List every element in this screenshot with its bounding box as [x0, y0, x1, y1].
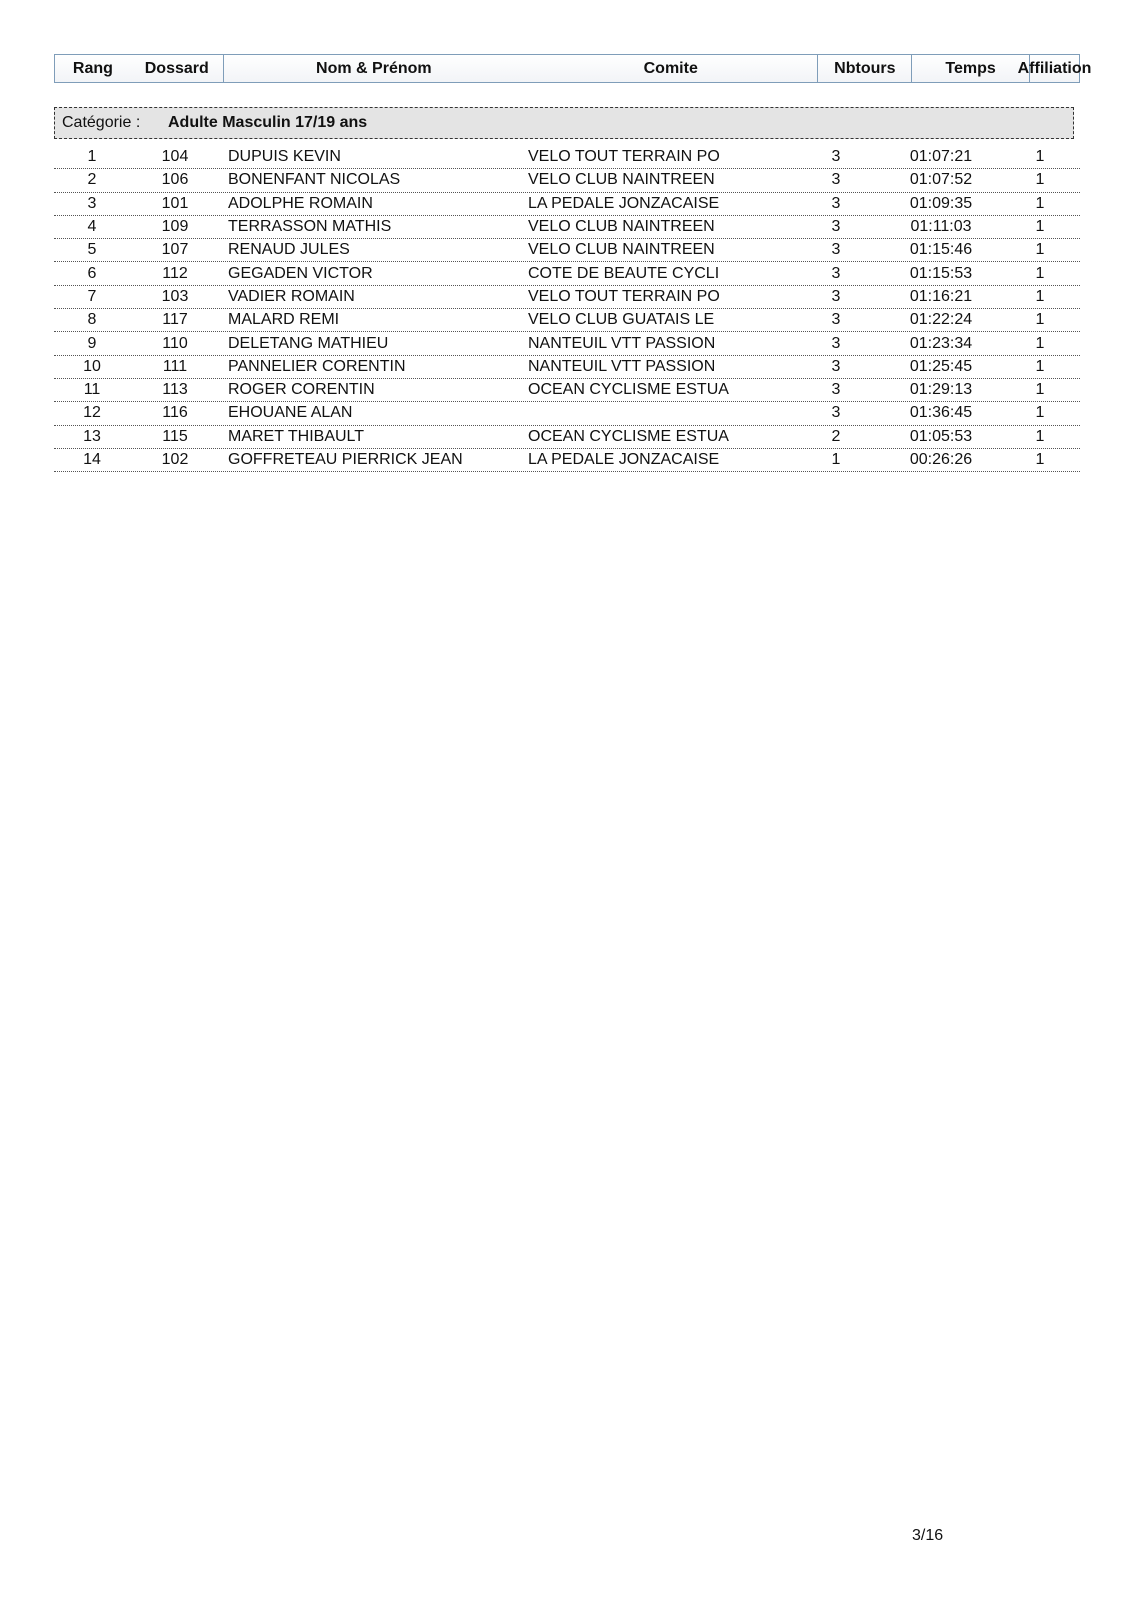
cell-nbtours: 3 [831, 148, 841, 166]
cell-nbtours: 1 [831, 451, 841, 468]
cell-affiliation: 1 [1035, 404, 1045, 422]
cell-rang: 11 [83, 381, 101, 399]
cell-nbtours: 3 [831, 357, 841, 375]
cell-nbtours: 3 [831, 334, 841, 352]
cell-dossard: 104 [161, 148, 189, 166]
cell-nom: ROGER CORENTIN [228, 381, 375, 399]
cell-affiliation: 1 [1035, 264, 1045, 282]
table-row [54, 449, 1080, 472]
cell-nom: MARET THIBAULT [228, 427, 365, 445]
category-value: Adulte Masculin 17/19 ans [168, 114, 368, 131]
cell-temps: 01:11:03 [910, 218, 972, 236]
table-row [54, 216, 1080, 239]
table-row [54, 426, 1080, 449]
table-row [54, 402, 1080, 425]
cell-rang: 7 [87, 287, 97, 305]
cell-dossard: 110 [162, 334, 188, 352]
cell-affiliation: 1 [1035, 148, 1045, 166]
cell-rang: 9 [87, 334, 97, 352]
cell-rang: 3 [87, 194, 97, 212]
cell-dossard: 116 [162, 404, 188, 422]
cell-nbtours: 3 [831, 381, 841, 399]
cell-temps: 01:36:45 [909, 404, 973, 422]
cell-affiliation: 1 [1035, 357, 1045, 375]
cell-comite: NANTEUIL VTT PASSION [528, 334, 716, 352]
cell-temps: 01:05:53 [909, 427, 973, 445]
header-comite: Comite [643, 59, 698, 77]
cell-dossard: 117 [162, 311, 188, 329]
category-label: Catégorie : [62, 114, 141, 131]
cell-temps: 00:26:26 [909, 451, 973, 468]
cell-rang: 10 [83, 357, 101, 375]
cell-nbtours: 3 [831, 194, 841, 212]
cell-affiliation: 1 [1035, 381, 1045, 399]
cell-rang: 14 [83, 451, 101, 468]
category-banner [54, 107, 1074, 139]
cell-temps: 01:07:52 [909, 171, 973, 189]
table-row [54, 262, 1080, 285]
header-temps: Temps [911, 55, 1029, 82]
cell-affiliation: 1 [1035, 194, 1045, 212]
cell-affiliation: 1 [1035, 241, 1045, 259]
cell-comite: VELO TOUT TERRAIN PO [528, 287, 720, 305]
cell-rang: 13 [83, 427, 101, 445]
cell-affiliation: 1 [1035, 334, 1045, 352]
cell-comite: LA PEDALE JONZACAISE [528, 451, 720, 468]
cell-nbtours: 3 [831, 404, 841, 422]
cell-rang: 1 [87, 148, 97, 166]
cell-affiliation: 1 [1035, 287, 1045, 305]
cell-nbtours: 3 [831, 171, 841, 189]
cell-comite: OCEAN CYCLISME ESTUA [528, 427, 729, 445]
cell-affiliation: 1 [1035, 218, 1045, 236]
cell-nom: ADOLPHE ROMAIN [228, 194, 373, 212]
results-table-header [54, 54, 1092, 83]
cell-nom: GEGADEN VICTOR [228, 264, 373, 282]
cell-nbtours: 3 [831, 311, 841, 329]
cell-nom: BONENFANT NICOLAS [228, 171, 401, 189]
cell-rang: 5 [87, 241, 97, 259]
cell-comite: COTE DE BEAUTE CYCLI [528, 264, 720, 282]
cell-nom: GOFFRETEAU PIERRICK JEAN [228, 451, 463, 468]
cell-dossard: 102 [161, 451, 189, 468]
cell-rang: 4 [87, 218, 97, 236]
cell-comite: VELO CLUB GUATAIS LE [528, 311, 715, 329]
cell-nom: DELETANG MATHIEU [228, 334, 389, 352]
cell-temps: 01:07:21 [909, 148, 973, 166]
cell-comite: VELO CLUB NAINTREEN [528, 241, 715, 259]
cell-temps: 01:25:45 [909, 357, 973, 375]
table-row [54, 193, 1080, 216]
page-number: 3/16 [912, 1527, 944, 1544]
cell-comite: OCEAN CYCLISME ESTUA [528, 381, 729, 399]
cell-affiliation: 1 [1035, 171, 1045, 189]
cell-affiliation: 1 [1035, 311, 1045, 329]
cell-dossard: 109 [161, 218, 189, 236]
table-row [54, 332, 1080, 355]
cell-nbtours: 3 [831, 264, 841, 282]
table-row [54, 146, 1080, 169]
cell-rang: 12 [83, 404, 101, 422]
header-dossard: Dossard [144, 59, 209, 77]
cell-dossard: 103 [161, 287, 189, 305]
header-nom-prenom: Nom & Prénom [223, 55, 524, 82]
cell-affiliation: 1 [1035, 427, 1045, 445]
cell-nom: TERRASSON MATHIS [228, 218, 392, 236]
cell-temps: 01:29:13 [909, 381, 973, 399]
cell-rang: 8 [87, 311, 97, 329]
table-row [54, 309, 1080, 332]
header-nbtours: Nbtours [817, 55, 911, 82]
cell-nbtours: 3 [831, 218, 841, 236]
cell-comite: NANTEUIL VTT PASSION [528, 357, 716, 375]
cell-comite: LA PEDALE JONZACAISE [528, 194, 720, 212]
cell-rang: 6 [87, 264, 97, 282]
cell-comite: VELO CLUB NAINTREEN [528, 218, 715, 236]
header-affiliation: Affiliation [1029, 55, 1079, 82]
cell-affiliation: 1 [1035, 451, 1045, 468]
header-rang: Rang [72, 59, 113, 77]
cell-nom: DUPUIS KEVIN [228, 148, 341, 166]
table-row [54, 379, 1080, 402]
table-row [54, 169, 1080, 192]
cell-temps: 01:15:46 [909, 241, 973, 259]
cell-dossard: 107 [161, 241, 189, 259]
cell-dossard: 106 [161, 171, 189, 189]
cell-comite: VELO TOUT TERRAIN PO [528, 148, 720, 166]
table-row [54, 286, 1080, 309]
cell-nbtours: 3 [831, 241, 841, 259]
cell-dossard: 112 [162, 264, 188, 282]
cell-nom: PANNELIER CORENTIN [228, 357, 406, 375]
cell-nbtours: 2 [831, 427, 841, 445]
table-row [54, 239, 1080, 262]
cell-nom: VADIER ROMAIN [228, 287, 355, 305]
cell-dossard: 101 [161, 194, 189, 212]
cell-dossard: 113 [162, 381, 188, 399]
cell-nom: MALARD REMI [228, 311, 340, 329]
cell-nom: EHOUANE ALAN [228, 404, 353, 422]
cell-temps: 01:22:24 [909, 311, 973, 329]
cell-temps: 01:16:21 [909, 287, 973, 305]
cell-nom: RENAUD JULES [228, 241, 350, 259]
cell-temps: 01:23:34 [909, 334, 973, 352]
results-table-body [54, 146, 1080, 472]
cell-temps: 01:09:35 [909, 194, 973, 212]
cell-nbtours: 3 [831, 287, 841, 305]
cell-comite: VELO CLUB NAINTREEN [528, 171, 715, 189]
cell-dossard: 115 [162, 427, 188, 445]
cell-rang: 2 [87, 171, 97, 189]
cell-temps: 01:15:53 [909, 264, 973, 282]
cell-dossard: 111 [162, 357, 188, 375]
table-row [54, 356, 1080, 379]
